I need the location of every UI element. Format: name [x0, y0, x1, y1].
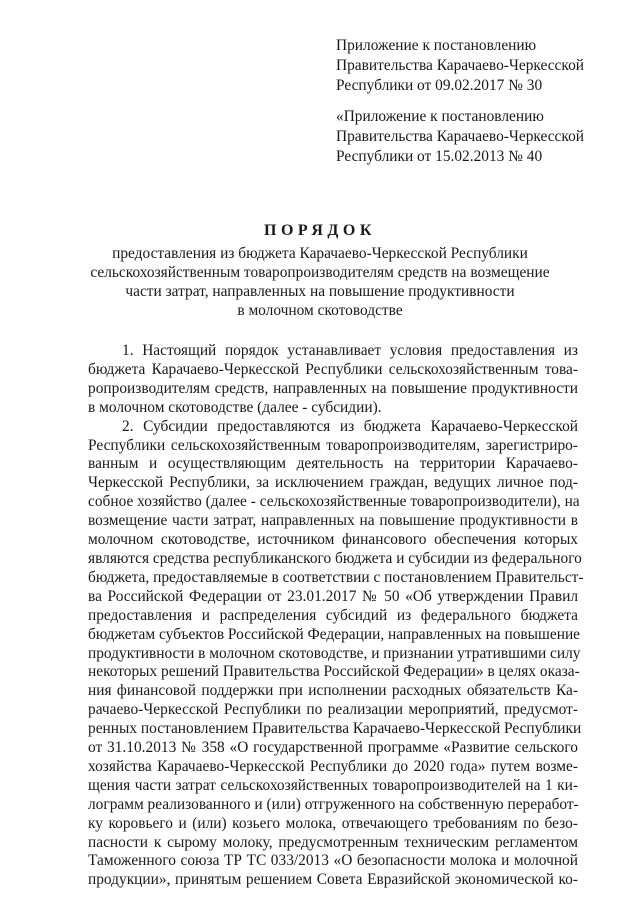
- paragraph-2: [88, 417, 584, 891]
- paragraph-line: продукции», принятым решением Совета Евразийской экономической ко-: [88, 871, 578, 889]
- subtitle-line: в молочном скотоводстве: [237, 302, 403, 319]
- paragraph-line: предоставления и распределения субсидий из федерального бюджета: [88, 606, 578, 624]
- paragraph-line: возмещение части затрат, направленных на повышение продуктивности в: [88, 512, 578, 530]
- annex-header: [336, 36, 631, 167]
- paragraph-line: лограмм реализованного и (или) отгруженного на собственную переработ-: [88, 795, 579, 813]
- paragraph-1: [88, 342, 578, 418]
- paragraph-line: в молочном скотоводстве (далее - субсидии).: [88, 398, 382, 416]
- paragraph-line: бюджетам субъектов Российской Федерации, направленных на повышение: [88, 625, 581, 643]
- paragraph-line: 2. Субсидии предоставляются из бюджета Карачаево-Черкесской: [122, 417, 578, 435]
- paragraph-line: от 31.10.2013 № 358 «О государственной программе «Развитие сельского: [88, 739, 578, 757]
- document-title: ПОРЯДОК: [264, 222, 376, 239]
- subtitle-line: части затрат, направленных на повышение продуктивности: [125, 283, 515, 300]
- subtitle-line: предоставления из бюджета Карачаево-Черкесской Республики: [112, 245, 528, 262]
- paragraph-line: хозяйства Карачаево-Черкесской Республики до 2020 года» путем возме-: [88, 757, 578, 775]
- paragraph-line: рачаево-Черкесской Республики по реализации мероприятий, предусмот-: [88, 701, 578, 719]
- annex-current-line: Правительства Карачаево-Черкесской: [336, 56, 585, 74]
- paragraph-line: ренных постановлением Правительства Карачаево-Черкесской Республики: [88, 720, 582, 738]
- paragraph-line: бюджета Карачаево-Черкесской Республики сельскохозяйственным това-: [88, 360, 578, 378]
- annex-current-line: Приложение к постановлению: [336, 37, 537, 54]
- paragraph-line: Черкесской Республики, за исключением граждан, ведущих личное под-: [88, 474, 578, 492]
- annex-original-line: Правительства Карачаево-Черкесской: [336, 128, 585, 146]
- annex-current-line: Республики от 09.02.2017 № 30: [336, 76, 543, 94]
- paragraph-line: ку коровьего и (или) козьего молока, отвечающего требованиям по безо-: [88, 814, 578, 832]
- paragraph-line: Республики сельскохозяйственным товаропроизводителям, зарегистриро-: [88, 436, 578, 454]
- document-body: [88, 342, 584, 890]
- paragraph-line: 1. Настоящий порядок устанавливает условия предоставления из: [122, 342, 578, 359]
- paragraph-line: пасности к сырому молоку, предусмотренным техническим регламентом: [88, 833, 578, 851]
- paragraph-line: щения части затрат сельскохозяйственных товаропроизводителей на 1 ки-: [88, 776, 578, 794]
- paragraph-line: молочном скотоводстве, источником финансового обеспечения которых: [88, 531, 578, 549]
- subtitle-line: сельскохозяйственным товаропроизводителям средств на возмещение: [90, 264, 550, 281]
- paragraph-line: ропроизводителям средств, направленных на повышение продуктивности: [88, 379, 578, 397]
- paragraph-line: некоторых решений Правительства Российской Федерации» в целях оказа-: [88, 663, 580, 681]
- paragraph-line: являются средства республиканского бюджета и субсидии из федерального: [88, 549, 582, 567]
- paragraph-line: бюджета, предоставляемые в соответствии с постановлением Правительст-: [88, 568, 584, 586]
- paragraph-line: ва Российской Федерации от 23.01.2017 № 50 «Об утверждении Правил: [88, 587, 578, 605]
- annex-original-line: Республики от 15.02.2013 № 40: [336, 147, 543, 165]
- paragraph-line: продуктивности в молочном скотоводстве, и признании утратившими силу: [88, 644, 581, 662]
- paragraph-line: собное хозяйство (далее - сельскохозяйственные товаропроизводители), на: [88, 493, 580, 511]
- paragraph-line: ванным и осуществляющим деятельность на территории Карачаево-: [88, 455, 578, 473]
- annex-current: [336, 36, 631, 95]
- document-subtitle: [80, 244, 560, 320]
- annex-original-line: «Приложение к постановлению: [336, 108, 544, 126]
- paragraph-line: Таможенного союза ТР ТС 033/2013 «О безопасности молока и молочной: [88, 852, 578, 870]
- paragraph-line: ния финансовой поддержки при исполнении расходных обязательств Ка-: [88, 682, 578, 700]
- annex-original: [336, 107, 631, 166]
